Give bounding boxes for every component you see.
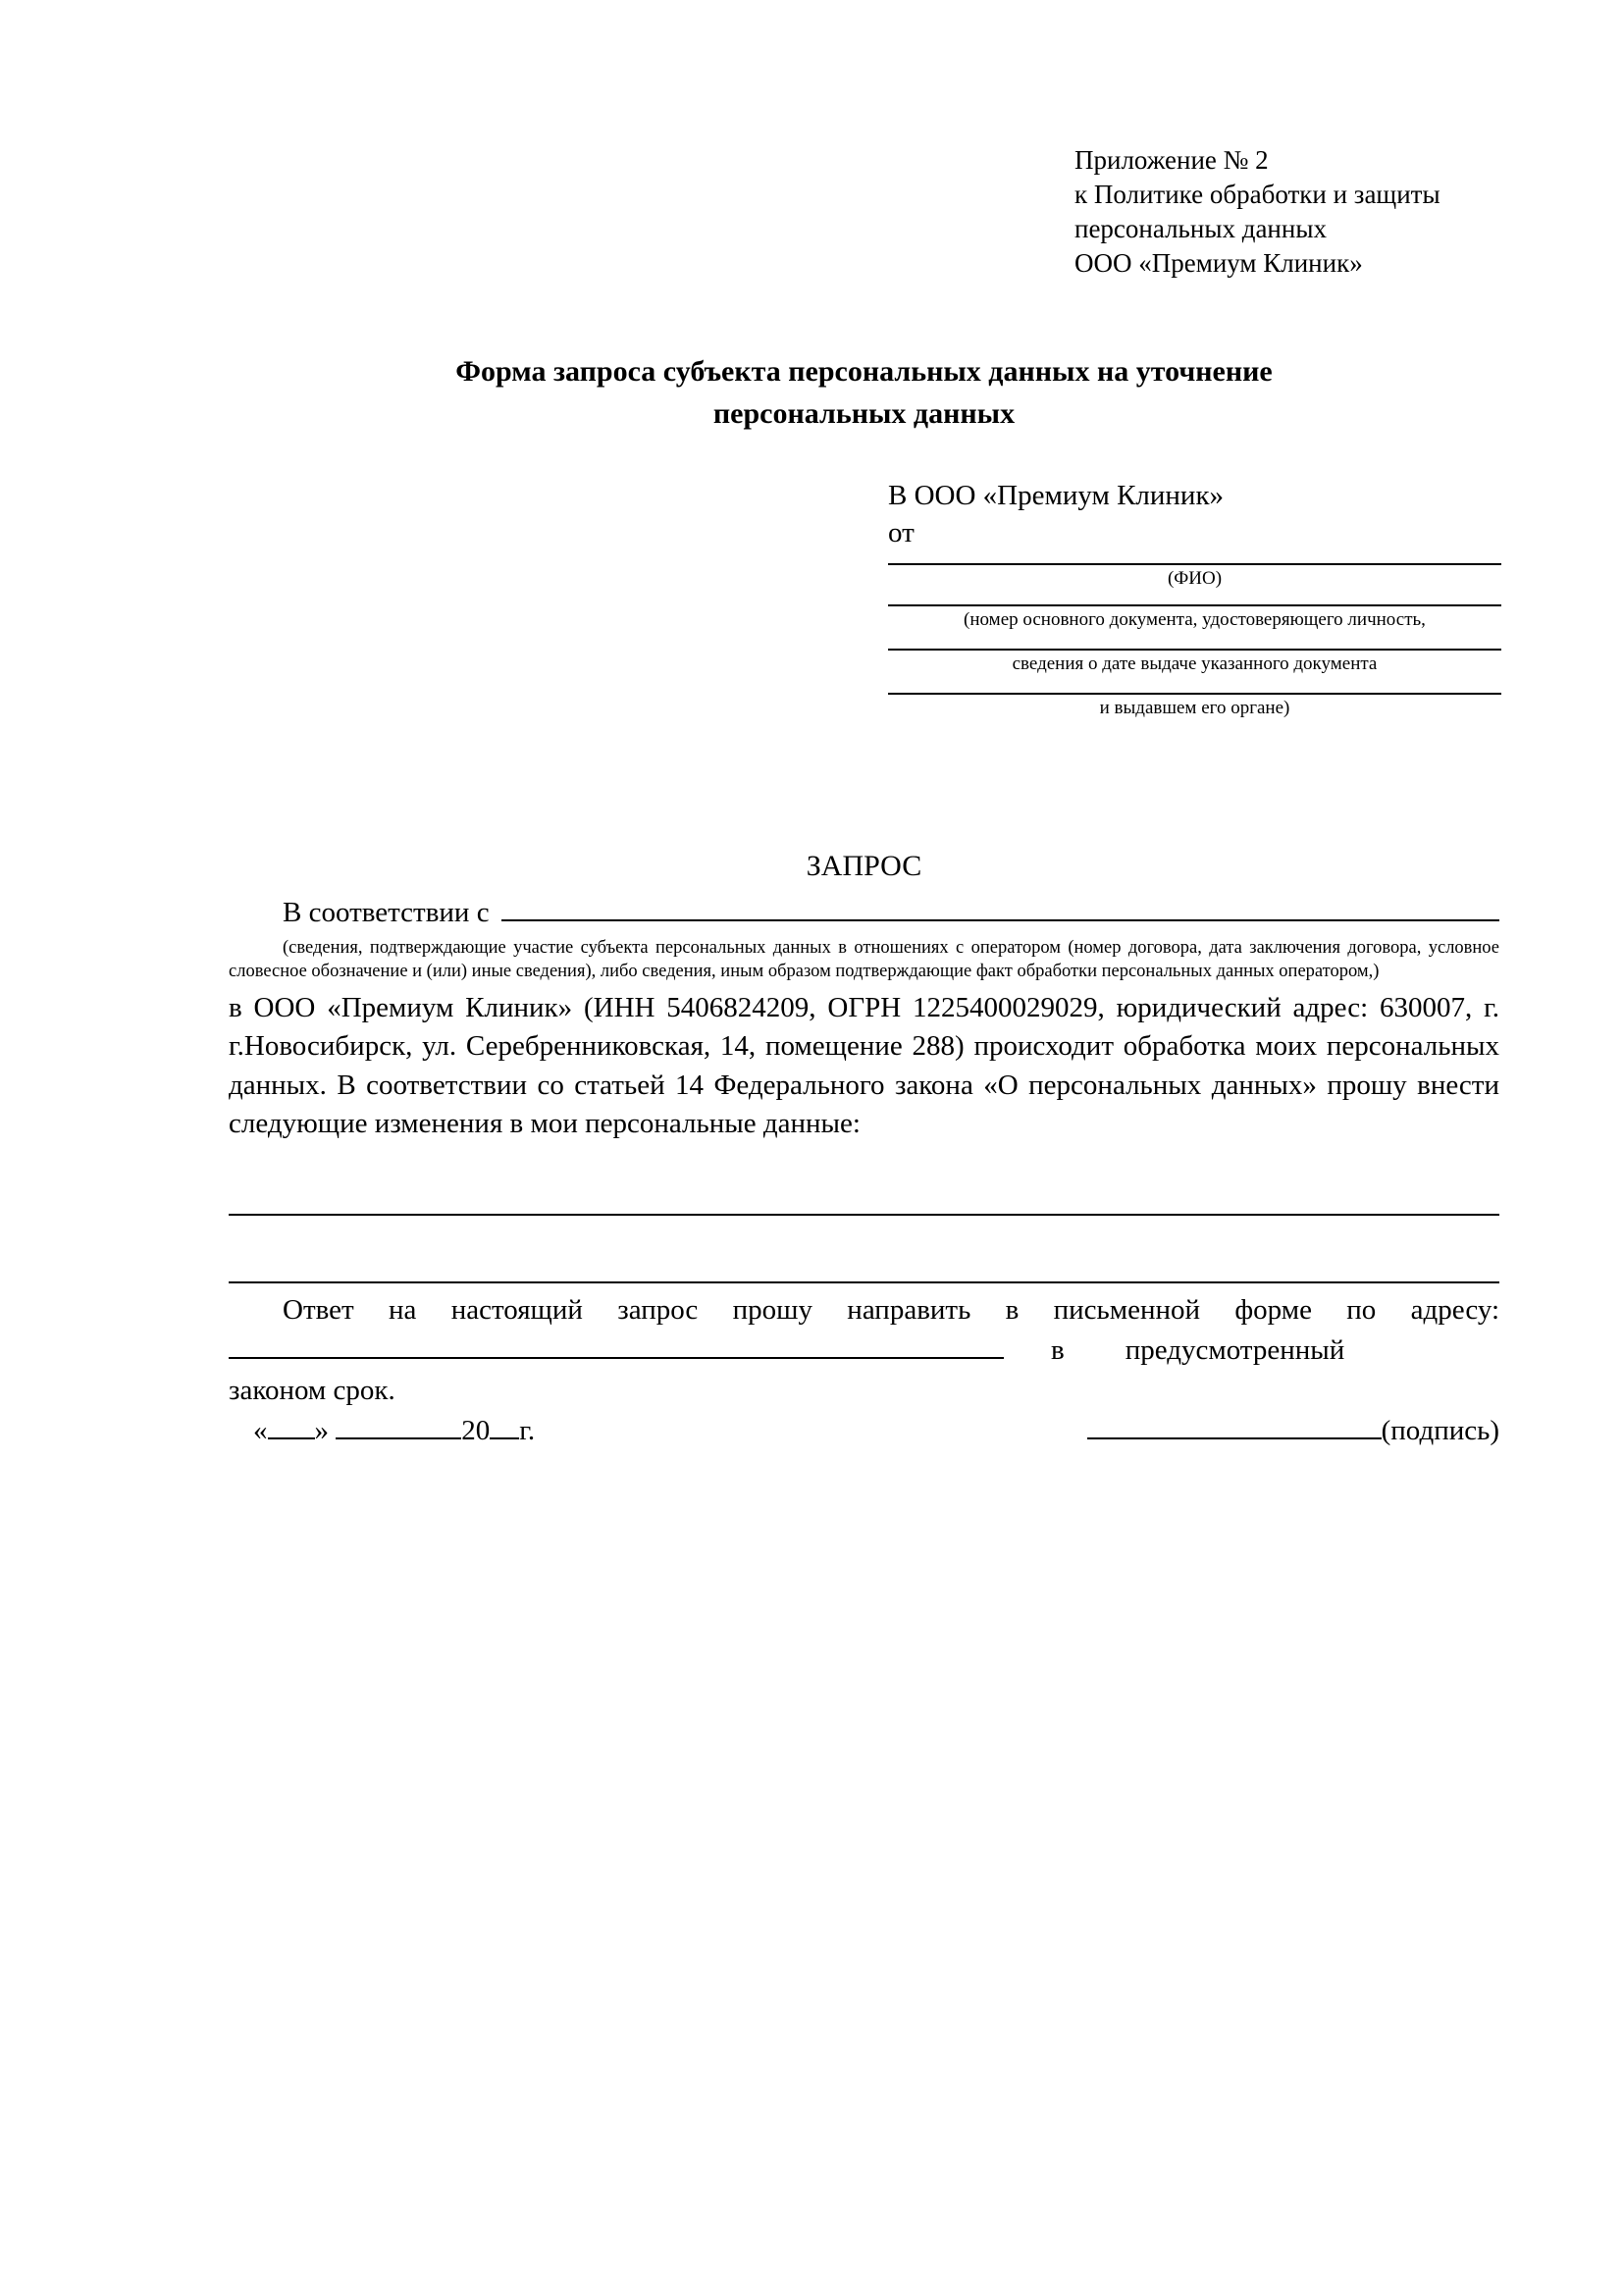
date-day-rule[interactable] — [268, 1437, 315, 1439]
reply-word-v: в — [1051, 1334, 1065, 1367]
reply-address-input-rule[interactable] — [229, 1333, 1004, 1359]
page-title-line-1: Форма запроса субъекта персональных данных на уточнение — [455, 355, 1273, 388]
signature-row — [229, 1413, 1499, 1450]
appendix-policy-line-2: персональных данных — [1074, 214, 1327, 244]
request-heading: ЗАПРОС — [806, 850, 922, 882]
reply-line-3: законом срок. — [229, 1374, 395, 1406]
date-month-rule[interactable] — [336, 1437, 461, 1439]
appendix-reference-block — [1074, 143, 1526, 281]
date-year-suffix: г. — [519, 1415, 536, 1446]
in-accordance-footnote: (сведения, подтверждающие участие субъекта персональных данных в отношениях с оператором (номер договора, дата заключения договора, условное словесное обозначение и (или) иные сведения), либо сведения, иным образом подтверждающие факт обработки персональных данных оператором,) — [229, 937, 1499, 982]
field-document-number-caption: (номер основного документа, удостоверяющего личность, — [964, 609, 1426, 631]
field-document-number[interactable] — [888, 604, 1501, 632]
date-year-prefix: 20 — [461, 1415, 491, 1446]
field-fio[interactable] — [888, 563, 1501, 591]
appendix-number: Приложение № 2 — [1074, 145, 1269, 175]
field-fio-caption: (ФИО) — [1167, 568, 1223, 590]
page-title — [229, 351, 1499, 435]
signature-field[interactable] — [1087, 1413, 1499, 1450]
signature-rule[interactable] — [1087, 1437, 1382, 1439]
signature-caption: (подпись) — [1381, 1415, 1499, 1446]
reply-line-2 — [229, 1331, 1499, 1370]
field-document-date-caption: сведения о дате выдаче указанного документа — [1012, 652, 1378, 674]
date-field[interactable] — [229, 1413, 535, 1450]
request-body — [229, 895, 1499, 1144]
addressee-from-label: от — [888, 516, 915, 548]
appendix-policy-line: к Политике обработки и защиты — [1074, 180, 1440, 210]
reply-line-1: Ответ на настоящий запрос прошу направить в письменной форме по адресу: — [283, 1294, 1499, 1326]
field-document-issuer[interactable] — [888, 693, 1501, 720]
addressee-organization: В ООО «Премиум Клиник» — [888, 480, 1225, 511]
date-year-rule[interactable] — [490, 1437, 519, 1439]
date-quote-close: » — [314, 1415, 329, 1446]
in-accordance-input-rule[interactable] — [501, 898, 1499, 921]
page-title-line-2: персональных данных — [712, 396, 1016, 430]
field-document-date[interactable] — [888, 649, 1501, 676]
date-quote-open: « — [253, 1415, 268, 1446]
changes-blank-line-2[interactable] — [229, 1281, 1499, 1283]
reply-word-term: предусмотренный — [1125, 1334, 1345, 1367]
changes-blank-line-1[interactable] — [229, 1214, 1499, 1216]
addressee-block — [888, 478, 1501, 719]
request-body-paragraph: в ООО «Премиум Клиник» (ИНН 5406824209, ОГРН 1225400029029, юридический адрес: 630007, г. г.Новосибирск, ул. Серебренниковская, 14, помещение 288) происходит обработка моих персональных данных. В соответствии со статьей 14 Федерального закона «О персональных данных» прошу внести следующие изменения в мои персональные данные: — [229, 991, 1499, 1140]
in-accordance-line — [229, 895, 1499, 932]
reply-paragraph — [229, 1291, 1499, 1410]
appendix-company: ООО «Премиум Клиник» — [1074, 248, 1363, 279]
field-document-issuer-caption: и выдавшем его органе) — [1099, 697, 1290, 718]
in-accordance-label: В соответствии с — [283, 897, 490, 928]
